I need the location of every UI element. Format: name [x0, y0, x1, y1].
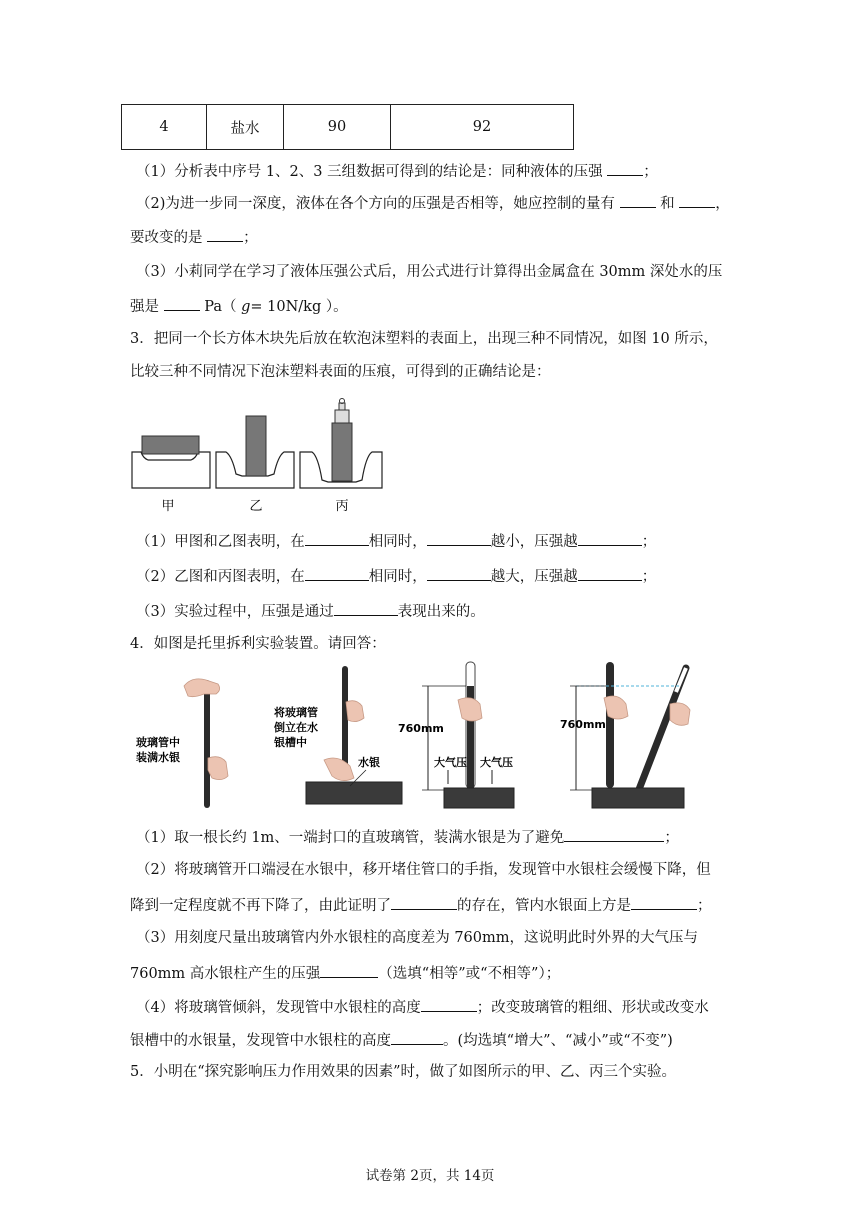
answer-blank[interactable] — [305, 530, 369, 546]
fig-label-bing: 丙 — [335, 499, 349, 514]
answer-blank[interactable] — [607, 160, 643, 176]
svg-text:760mm: 760mm — [560, 718, 606, 731]
table-cell: 盐水 — [207, 105, 284, 150]
foam-jia — [132, 436, 210, 488]
answer-blank[interactable] — [391, 894, 457, 910]
q4-part3: （3）用刻度尺量出玻璃管内外水银柱的高度差为 760mm，这说明此时外界的大气压与 — [136, 930, 699, 946]
q4-part2: （2）将玻璃管开口端浸在水银中，移开堵住管口的手指，发现管中水银柱会缓慢下降，但 — [136, 862, 711, 878]
torricelli-step-d — [560, 662, 690, 808]
q4-part2-cont: 降到一定程度就不再下降了，由此证明了 的存在，管内水银面上方是 ； — [130, 894, 712, 916]
svg-text:装满水银: 装满水银 — [136, 751, 180, 764]
answer-blank[interactable] — [564, 826, 664, 842]
svg-text:玻璃管中: 玻璃管中 — [136, 736, 180, 749]
fig-label-jia: 甲 — [161, 499, 175, 514]
hand-icon — [184, 679, 220, 697]
mercury-trough — [306, 782, 402, 804]
svg-text:将玻璃管: 将玻璃管 — [274, 706, 318, 719]
q2-part1: （1）分析表中序号 1、2、3 三组数据可得到的结论是：同种液体的压强 ； — [136, 160, 658, 182]
q2-part2-cont: 要改变的是 ； — [130, 226, 258, 248]
q4-stem: 4．如图是托里拆利实验装置。请回答： — [130, 636, 386, 652]
mercury-trough — [444, 788, 514, 808]
answer-blank[interactable] — [620, 192, 656, 208]
svg-text:倒立在水: 倒立在水 — [274, 721, 318, 734]
answer-blank[interactable] — [207, 226, 243, 242]
torricelli-step-a — [136, 679, 228, 808]
q3-part3: （3）实验过程中，压强是通过 表现出来的。 — [136, 600, 485, 622]
hand-icon — [670, 703, 690, 725]
hand-icon — [208, 757, 228, 780]
hand-icon — [346, 701, 364, 722]
answer-blank[interactable] — [427, 530, 491, 546]
page-footer: 试卷第 2页，共 14页 — [365, 1168, 495, 1184]
q4-part1: （1）取一根长约 1m、一端封口的直玻璃管，装满水银是为了避免 ； — [136, 826, 679, 848]
torricelli-figure — [128, 658, 708, 818]
svg-text:水银: 水银 — [358, 756, 380, 769]
answer-blank[interactable] — [427, 565, 491, 581]
svg-text:银槽中: 银槽中 — [274, 736, 307, 749]
answer-blank[interactable] — [679, 192, 715, 208]
answer-blank[interactable] — [334, 600, 398, 616]
hand-icon — [604, 696, 628, 719]
svg-text:760mm: 760mm — [398, 722, 444, 735]
foam-yi — [216, 416, 294, 488]
q2-part3-cont: 强是 Pa（ g= 10N/kg ）。 — [130, 295, 348, 317]
q3-stem-line1: 3．把同一个长方体木块先后放在软泡沫塑料的表面上，出现三种不同情况，如图 10 所示， — [130, 331, 718, 347]
q5-stem: 5．小明在“探究影响压力作用效果的因素”时，做了如图所示的甲、乙、丙三个实验。 — [130, 1064, 677, 1080]
table-cell: 90 — [284, 105, 391, 150]
torricelli-step-c — [398, 662, 514, 808]
answer-blank[interactable] — [578, 530, 642, 546]
q3-part2: （2）乙图和丙图表明，在 相同时， 越大，压强越 ； — [136, 565, 656, 587]
table-cell: 92 — [391, 105, 574, 150]
q2-part2: （2)为进一步同一深度，液体在各个方向的压强是否相等，她应控制的量有 和 ， — [136, 192, 730, 214]
hand-icon — [324, 758, 354, 781]
answer-blank[interactable] — [421, 996, 477, 1012]
mercury-trough — [592, 788, 684, 808]
foam-figure — [128, 396, 388, 516]
svg-text:大气压: 大气压 — [480, 756, 513, 769]
data-table — [121, 104, 574, 150]
table-cell: 4 — [122, 105, 207, 150]
hand-icon — [458, 698, 482, 721]
q4-part3-cont: 760mm 高水银柱产生的压强 （选填“相等”或“不相等”）； — [130, 962, 560, 984]
q3-stem-line2: 比较三种不同情况下泡沫塑料表面的压痕，可得到的正确结论是： — [130, 364, 551, 380]
q4-part4-cont: 银槽中的水银量，发现管中水银柱的高度 。(均选填“增大”、“减小”或“不变”) — [130, 1029, 673, 1051]
answer-blank[interactable] — [164, 295, 200, 311]
answer-blank[interactable] — [391, 1029, 443, 1045]
table-row — [122, 105, 574, 150]
answer-blank[interactable] — [578, 565, 642, 581]
q4-part4: （4）将玻璃管倾斜，发现管中水银柱的高度 ；改变玻璃管的粗细、形状或改变水 — [136, 996, 709, 1018]
answer-blank[interactable] — [305, 565, 369, 581]
answer-blank[interactable] — [631, 894, 697, 910]
q2-part3: （3）小莉同学在学习了液体压强公式后，用公式进行计算得出金属盒在 30mm 深处水的压 — [136, 264, 723, 280]
torricelli-step-b — [274, 666, 402, 804]
fig-label-yi: 乙 — [249, 499, 263, 514]
q3-part1: （1）甲图和乙图表明，在 相同时， 越小，压强越 ； — [136, 530, 656, 552]
foam-bing — [300, 399, 382, 489]
answer-blank[interactable] — [320, 962, 378, 978]
svg-text:大气压: 大气压 — [434, 756, 467, 769]
